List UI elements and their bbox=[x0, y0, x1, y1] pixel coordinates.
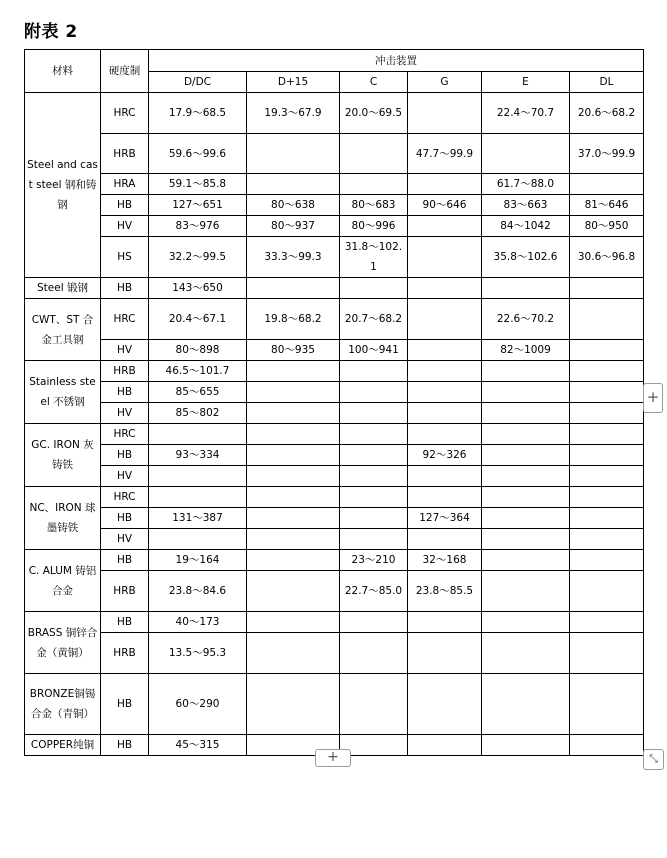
value-cell: 22.6～70.2 bbox=[482, 299, 570, 340]
value-cell: 80～638 bbox=[247, 195, 340, 216]
value-cell: 46.5～101.7 bbox=[149, 361, 247, 382]
value-cell bbox=[247, 529, 340, 550]
value-cell: 23～210 bbox=[340, 550, 408, 571]
value-cell: 32.2～99.5 bbox=[149, 237, 247, 278]
value-cell bbox=[482, 633, 570, 674]
value-cell: 80～950 bbox=[570, 216, 644, 237]
scale-cell: HB bbox=[101, 735, 149, 756]
value-cell bbox=[482, 487, 570, 508]
value-cell bbox=[340, 487, 408, 508]
value-cell bbox=[570, 571, 644, 612]
value-cell: 23.8～85.5 bbox=[408, 571, 482, 612]
value-cell: 20.7～68.2 bbox=[340, 299, 408, 340]
value-cell: 22.4～70.7 bbox=[482, 93, 570, 134]
table-row bbox=[25, 674, 644, 735]
scale-cell: HRC bbox=[101, 93, 149, 134]
value-cell bbox=[149, 529, 247, 550]
table-row bbox=[25, 299, 644, 340]
scale-cell: HRB bbox=[101, 134, 149, 174]
scale-cell: HRC bbox=[101, 424, 149, 445]
value-cell bbox=[408, 529, 482, 550]
material-cell: Stainless steel 不锈钢 bbox=[25, 361, 101, 424]
value-cell bbox=[408, 216, 482, 237]
value-cell bbox=[570, 299, 644, 340]
value-cell bbox=[408, 674, 482, 735]
scale-cell: HB bbox=[101, 508, 149, 529]
value-cell bbox=[570, 174, 644, 195]
value-cell bbox=[247, 466, 340, 487]
table-row bbox=[25, 508, 644, 529]
value-cell: 61.7～88.0 bbox=[482, 174, 570, 195]
value-cell: 80～996 bbox=[340, 216, 408, 237]
table-row bbox=[25, 529, 644, 550]
value-cell bbox=[247, 633, 340, 674]
value-cell bbox=[482, 529, 570, 550]
table-row bbox=[25, 278, 644, 299]
add-column-button[interactable]: + bbox=[643, 383, 663, 413]
value-cell bbox=[570, 424, 644, 445]
value-cell bbox=[408, 382, 482, 403]
value-cell bbox=[340, 278, 408, 299]
value-cell bbox=[149, 487, 247, 508]
scale-cell: HS bbox=[101, 237, 149, 278]
value-cell bbox=[247, 174, 340, 195]
value-cell: 100～941 bbox=[340, 340, 408, 361]
resize-icon[interactable]: ⤡ bbox=[643, 749, 664, 770]
table-row bbox=[25, 382, 644, 403]
value-cell bbox=[408, 340, 482, 361]
header-material: 材料 bbox=[25, 50, 101, 93]
value-cell: 17.9～68.5 bbox=[149, 93, 247, 134]
device-header: E bbox=[482, 72, 570, 93]
table-row bbox=[25, 571, 644, 612]
value-cell bbox=[482, 134, 570, 174]
table-row bbox=[25, 487, 644, 508]
scale-cell: HRB bbox=[101, 361, 149, 382]
scale-cell: HB bbox=[101, 278, 149, 299]
value-cell: 19～164 bbox=[149, 550, 247, 571]
material-cell: Steel 锻钢 bbox=[25, 278, 101, 299]
value-cell: 85～802 bbox=[149, 403, 247, 424]
value-cell: 93～334 bbox=[149, 445, 247, 466]
value-cell bbox=[247, 674, 340, 735]
value-cell bbox=[247, 134, 340, 174]
table-row bbox=[25, 195, 644, 216]
value-cell bbox=[340, 633, 408, 674]
value-cell bbox=[340, 134, 408, 174]
scale-cell: HV bbox=[101, 216, 149, 237]
material-cell: GC. IRON 灰铸铁 bbox=[25, 424, 101, 487]
value-cell bbox=[570, 508, 644, 529]
value-cell: 131～387 bbox=[149, 508, 247, 529]
value-cell bbox=[247, 508, 340, 529]
value-cell bbox=[340, 529, 408, 550]
value-cell: 143～650 bbox=[149, 278, 247, 299]
value-cell bbox=[482, 735, 570, 756]
value-cell bbox=[570, 550, 644, 571]
value-cell: 31.8～102.1 bbox=[340, 237, 408, 278]
table-row bbox=[25, 174, 644, 195]
value-cell bbox=[408, 361, 482, 382]
material-cell: BRASS 铜锌合金（黄铜） bbox=[25, 612, 101, 674]
value-cell bbox=[408, 424, 482, 445]
header-hardness: 硬度制 bbox=[101, 50, 149, 93]
value-cell bbox=[408, 735, 482, 756]
value-cell bbox=[247, 424, 340, 445]
value-cell bbox=[570, 466, 644, 487]
value-cell: 20.4～67.1 bbox=[149, 299, 247, 340]
scale-cell: HRB bbox=[101, 571, 149, 612]
table-row bbox=[25, 361, 644, 382]
value-cell bbox=[570, 529, 644, 550]
material-cell: NC、IRON 球墨铸铁 bbox=[25, 487, 101, 550]
table-row bbox=[25, 466, 644, 487]
value-cell bbox=[482, 403, 570, 424]
value-cell: 20.6～68.2 bbox=[570, 93, 644, 134]
value-cell bbox=[340, 174, 408, 195]
value-cell bbox=[570, 403, 644, 424]
value-cell bbox=[149, 424, 247, 445]
value-cell bbox=[408, 237, 482, 278]
value-cell: 85～655 bbox=[149, 382, 247, 403]
value-cell bbox=[570, 445, 644, 466]
value-cell: 60～290 bbox=[149, 674, 247, 735]
value-cell bbox=[408, 93, 482, 134]
value-cell bbox=[340, 466, 408, 487]
value-cell bbox=[482, 445, 570, 466]
value-cell: 13.5～95.3 bbox=[149, 633, 247, 674]
value-cell bbox=[570, 735, 644, 756]
scale-cell: HV bbox=[101, 340, 149, 361]
value-cell: 82～1009 bbox=[482, 340, 570, 361]
page-title: 附表 2 bbox=[24, 22, 78, 42]
value-cell bbox=[247, 361, 340, 382]
value-cell: 83～976 bbox=[149, 216, 247, 237]
table-row bbox=[25, 134, 644, 174]
value-cell: 127～651 bbox=[149, 195, 247, 216]
value-cell: 92～326 bbox=[408, 445, 482, 466]
material-cell: Steel and cast steel 钢和铸钢 bbox=[25, 93, 101, 278]
value-cell bbox=[482, 382, 570, 403]
value-cell bbox=[247, 550, 340, 571]
scale-cell: HB bbox=[101, 382, 149, 403]
value-cell: 80～898 bbox=[149, 340, 247, 361]
scale-cell: HB bbox=[101, 550, 149, 571]
table-row bbox=[25, 237, 644, 278]
value-cell bbox=[570, 633, 644, 674]
value-cell bbox=[340, 674, 408, 735]
scale-cell: HRB bbox=[101, 633, 149, 674]
value-cell: 80～935 bbox=[247, 340, 340, 361]
material-cell: COPPER纯铜 bbox=[25, 735, 101, 756]
value-cell bbox=[247, 403, 340, 424]
scale-cell: HB bbox=[101, 612, 149, 633]
value-cell: 19.3～67.9 bbox=[247, 93, 340, 134]
value-cell bbox=[570, 487, 644, 508]
table-row bbox=[25, 216, 644, 237]
value-cell bbox=[570, 612, 644, 633]
value-cell: 80～683 bbox=[340, 195, 408, 216]
table-row bbox=[25, 424, 644, 445]
scale-cell: HV bbox=[101, 403, 149, 424]
value-cell bbox=[482, 424, 570, 445]
device-header: DL bbox=[570, 72, 644, 93]
value-cell bbox=[408, 278, 482, 299]
value-cell bbox=[482, 550, 570, 571]
table-row bbox=[25, 340, 644, 361]
material-cell: C. ALUM 铸铝合金 bbox=[25, 550, 101, 612]
add-row-button[interactable]: + bbox=[315, 749, 351, 767]
value-cell bbox=[340, 508, 408, 529]
value-cell: 37.0～99.9 bbox=[570, 134, 644, 174]
scale-cell: HB bbox=[101, 445, 149, 466]
value-cell bbox=[408, 299, 482, 340]
value-cell bbox=[408, 633, 482, 674]
value-cell: 22.7～85.0 bbox=[340, 571, 408, 612]
value-cell bbox=[340, 361, 408, 382]
value-cell bbox=[247, 571, 340, 612]
value-cell bbox=[247, 445, 340, 466]
value-cell bbox=[247, 487, 340, 508]
value-cell: 45～315 bbox=[149, 735, 247, 756]
value-cell bbox=[247, 278, 340, 299]
value-cell: 30.6～96.8 bbox=[570, 237, 644, 278]
value-cell bbox=[482, 674, 570, 735]
value-cell bbox=[408, 174, 482, 195]
table-row bbox=[25, 612, 644, 633]
value-cell: 19.8～68.2 bbox=[247, 299, 340, 340]
value-cell: 59.1～85.8 bbox=[149, 174, 247, 195]
scale-cell: HV bbox=[101, 466, 149, 487]
value-cell: 32～168 bbox=[408, 550, 482, 571]
device-header: C bbox=[340, 72, 408, 93]
table-row bbox=[25, 550, 644, 571]
device-header: D+15 bbox=[247, 72, 340, 93]
scale-cell: HRA bbox=[101, 174, 149, 195]
device-header: G bbox=[408, 72, 482, 93]
value-cell bbox=[340, 612, 408, 633]
value-cell bbox=[570, 674, 644, 735]
material-cell: BRONZE铜锡合金（青铜） bbox=[25, 674, 101, 735]
value-cell bbox=[340, 445, 408, 466]
value-cell: 35.8～102.6 bbox=[482, 237, 570, 278]
value-cell bbox=[247, 612, 340, 633]
value-cell: 23.8～84.6 bbox=[149, 571, 247, 612]
value-cell: 47.7～99.9 bbox=[408, 134, 482, 174]
value-cell bbox=[408, 403, 482, 424]
value-cell: 20.0～69.5 bbox=[340, 93, 408, 134]
value-cell bbox=[340, 382, 408, 403]
material-cell: CWT、ST 合金工具钢 bbox=[25, 299, 101, 361]
table-row bbox=[25, 633, 644, 674]
value-cell bbox=[570, 382, 644, 403]
scale-cell: HRC bbox=[101, 299, 149, 340]
value-cell bbox=[482, 361, 570, 382]
value-cell: 84～1042 bbox=[482, 216, 570, 237]
value-cell bbox=[482, 508, 570, 529]
value-cell: 80～937 bbox=[247, 216, 340, 237]
table-row bbox=[25, 403, 644, 424]
value-cell bbox=[482, 571, 570, 612]
value-cell bbox=[482, 278, 570, 299]
value-cell bbox=[482, 466, 570, 487]
scale-cell: HB bbox=[101, 195, 149, 216]
value-cell bbox=[340, 424, 408, 445]
value-cell bbox=[149, 466, 247, 487]
value-cell bbox=[408, 466, 482, 487]
device-header: D/DC bbox=[149, 72, 247, 93]
value-cell bbox=[408, 612, 482, 633]
value-cell: 127～364 bbox=[408, 508, 482, 529]
value-cell bbox=[570, 361, 644, 382]
value-cell: 59.6～99.6 bbox=[149, 134, 247, 174]
scale-cell: HV bbox=[101, 529, 149, 550]
scale-cell: HB bbox=[101, 674, 149, 735]
value-cell bbox=[570, 340, 644, 361]
value-cell bbox=[570, 278, 644, 299]
value-cell: 81～646 bbox=[570, 195, 644, 216]
header-row bbox=[25, 50, 644, 72]
value-cell bbox=[408, 487, 482, 508]
scale-cell: HRC bbox=[101, 487, 149, 508]
hardness-table bbox=[24, 49, 644, 756]
table-row bbox=[25, 445, 644, 466]
value-cell: 33.3～99.3 bbox=[247, 237, 340, 278]
value-cell bbox=[340, 403, 408, 424]
value-cell: 83～663 bbox=[482, 195, 570, 216]
value-cell: 40～173 bbox=[149, 612, 247, 633]
value-cell bbox=[247, 382, 340, 403]
value-cell: 90～646 bbox=[408, 195, 482, 216]
table-row bbox=[25, 93, 644, 134]
header-device: 冲击装置 bbox=[149, 50, 644, 72]
value-cell bbox=[482, 612, 570, 633]
